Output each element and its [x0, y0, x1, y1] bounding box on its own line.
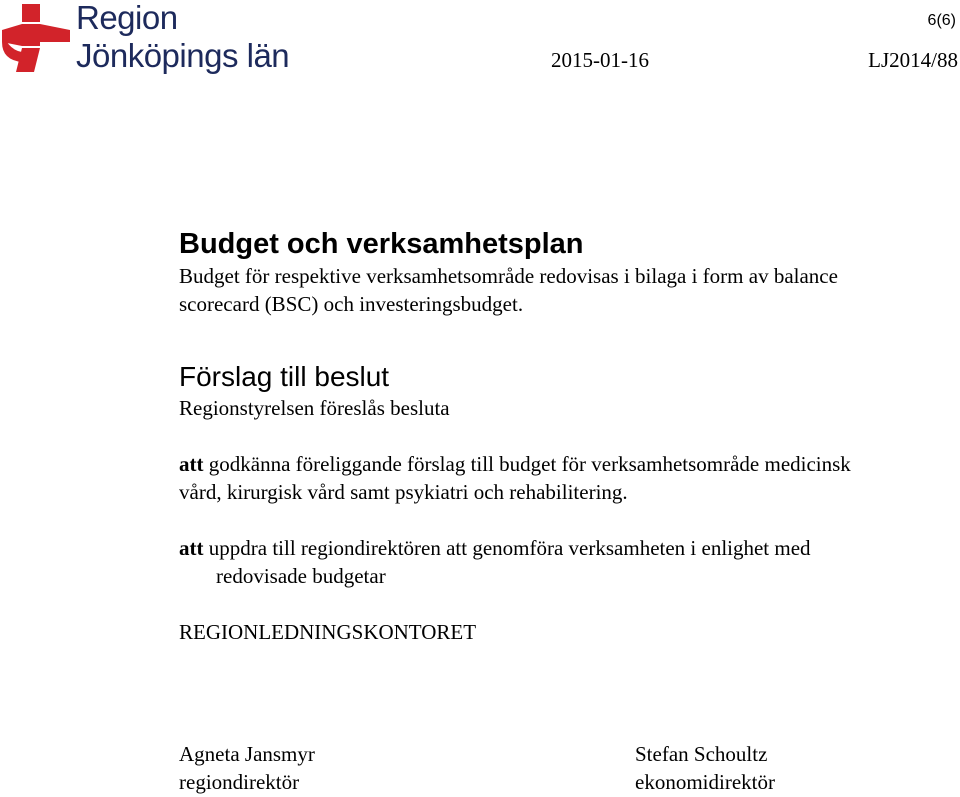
- page-number: 6(6): [927, 12, 956, 29]
- proposal-intro: Regionstyrelsen föreslås besluta: [179, 396, 450, 420]
- decision-text-line1: godkänna föreliggande förslag till budget för verksamhetsområde medicinsk: [203, 452, 851, 476]
- signature-block: [179, 740, 315, 796]
- signature-name: Stefan Schoultz: [635, 742, 768, 766]
- logo-text-line2: Jönköpings län: [76, 37, 290, 74]
- decision-keyword: att: [179, 452, 204, 476]
- document-body: [179, 226, 960, 646]
- decision-text-line1: uppdra till regiondirektören att genomföra verksamheten i enlighet med: [203, 536, 811, 560]
- signature-title: ekonomidirektör: [635, 770, 775, 794]
- budget-text-line1: Budget för respektive verksamhetsområde redovisas i bilaga i form av balance: [179, 264, 838, 288]
- document-date: 2015-01-16: [551, 48, 649, 72]
- signature-name: Agneta Jansmyr: [179, 742, 315, 766]
- decision-text-line2: vård, kirurgisk vård samt psykiatri och rehabilitering.: [179, 480, 628, 504]
- decision-item: [179, 450, 960, 506]
- office-name: REGIONLEDNINGSKONTORET: [179, 620, 477, 644]
- signature-title: regiondirektör: [179, 770, 300, 794]
- logo-text-line1: Region: [76, 0, 178, 36]
- budget-text: [179, 262, 960, 318]
- decision-keyword: att: [179, 536, 204, 560]
- signature-block: [635, 740, 775, 796]
- proposal-heading: Förslag till beslut: [179, 361, 390, 392]
- decision-item: [179, 534, 960, 590]
- document-reference: LJ2014/88: [868, 48, 958, 72]
- region-cross-logo-icon: [0, 2, 70, 74]
- budget-heading: Budget och verksamhetsplan: [179, 228, 584, 260]
- budget-text-line2: scorecard (BSC) och investeringsbudget.: [179, 292, 524, 316]
- decision-text-line2: redovisade budgetar: [216, 564, 386, 588]
